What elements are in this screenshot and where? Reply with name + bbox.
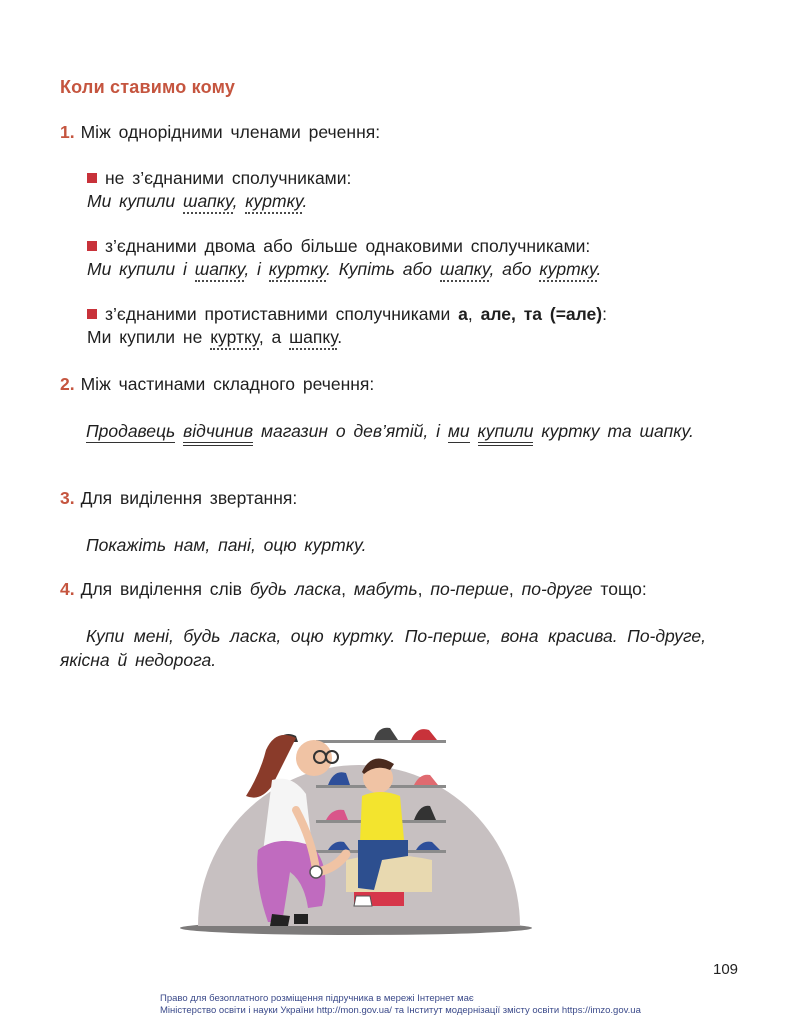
bullet-square-icon	[87, 241, 97, 251]
predicate-word: купили	[478, 421, 534, 446]
shoe-store-illustration	[176, 700, 536, 940]
subject-word: Продавець	[86, 421, 176, 441]
rule-1-case-2	[87, 235, 727, 281]
example-text: .	[337, 327, 343, 347]
homogeneous-member: куртку	[539, 259, 596, 282]
section-title: Коли ставимо кому	[60, 77, 236, 97]
homogeneous-member: куртку	[269, 259, 326, 282]
homogeneous-member: шапку	[183, 191, 233, 214]
rule-2	[60, 374, 374, 395]
homogeneous-member: куртку	[210, 327, 259, 350]
example-sentence	[87, 190, 727, 213]
introductory-word: будь ласка	[249, 579, 342, 599]
rule-1	[60, 122, 380, 143]
example-text: Ми купили	[87, 191, 184, 211]
introductory-word: мабуть	[353, 579, 418, 599]
example-text: магазин о дев’ятій, і	[253, 421, 448, 441]
separator: ,	[508, 579, 522, 599]
conjunction: а	[458, 304, 468, 324]
predicate-word: відчинив	[183, 421, 253, 446]
separator: ,	[417, 579, 431, 599]
rule-text: Між однорідними членами речення:	[80, 122, 381, 142]
rule-text: Між частинами складного речення:	[80, 374, 375, 394]
rule-text: Для виділення слів	[80, 579, 250, 599]
rule-4	[60, 579, 647, 600]
example-sentence	[87, 326, 727, 349]
rule-3	[60, 488, 297, 509]
example-text: Ми купили і	[87, 259, 195, 279]
example-text: .	[302, 191, 308, 211]
rule-1-case-1	[87, 167, 727, 213]
homogeneous-member: шапку	[289, 327, 337, 350]
rule-number: 3.	[60, 488, 75, 508]
rule-text: Для виділення звертання:	[80, 488, 298, 508]
rule-4-example: Купи мені, будь ласка, оцю куртку. По-перше, вона красива. По-друге, якісна й недорога.	[60, 626, 706, 670]
separator: :	[602, 304, 607, 324]
example-text: куртку та шапку.	[533, 421, 694, 441]
example-text: .	[596, 259, 602, 279]
rule-number: 4.	[60, 579, 75, 599]
rule-text: тощо:	[592, 579, 647, 599]
rule-number: 1.	[60, 122, 75, 142]
example-sentence	[87, 258, 727, 281]
case-label: з’єднаними протиставними сполучниками	[105, 304, 459, 324]
subject-word: ми	[447, 421, 470, 441]
example-text: ,	[232, 191, 246, 211]
footer-line: Міністерство освіти і науки України http://mon.gov.ua/ та Інститут модернізації змісту освіти https://imzo.gov.ua	[160, 1005, 641, 1016]
bullet-square-icon	[87, 309, 97, 319]
example-text: , і	[244, 259, 269, 279]
page-number: 109	[713, 961, 739, 978]
introductory-word: по-перше	[430, 579, 509, 599]
homogeneous-member: куртку	[245, 191, 302, 214]
introductory-word: по-друге	[521, 579, 593, 599]
example-text: . Купіть або	[325, 259, 440, 279]
rule-number: 2.	[60, 374, 75, 394]
example-text: , або	[489, 259, 540, 279]
example-text: Ми купили не	[87, 327, 211, 347]
homogeneous-member: шапку	[195, 259, 245, 282]
footer-notice	[160, 993, 641, 1017]
rule-2-example	[60, 419, 706, 443]
example-text: , а	[258, 327, 290, 347]
separator: ,	[467, 304, 481, 324]
case-label: з’єднаними двома або більше однаковими сполучниками:	[105, 236, 591, 256]
homogeneous-member: шапку	[440, 259, 490, 282]
rule-1-case-3	[87, 303, 727, 349]
separator: ,	[341, 579, 354, 599]
bullet-square-icon	[87, 173, 97, 183]
case-label: не з’єднаними сполучниками:	[105, 168, 352, 188]
conjunction: але, та (=але)	[480, 304, 603, 324]
rule-3-example: Покажіть нам, пані, оцю куртку.	[86, 535, 367, 555]
footer-line: Право для безоплатного розміщення підручника в мережі Інтернет має	[160, 993, 474, 1004]
